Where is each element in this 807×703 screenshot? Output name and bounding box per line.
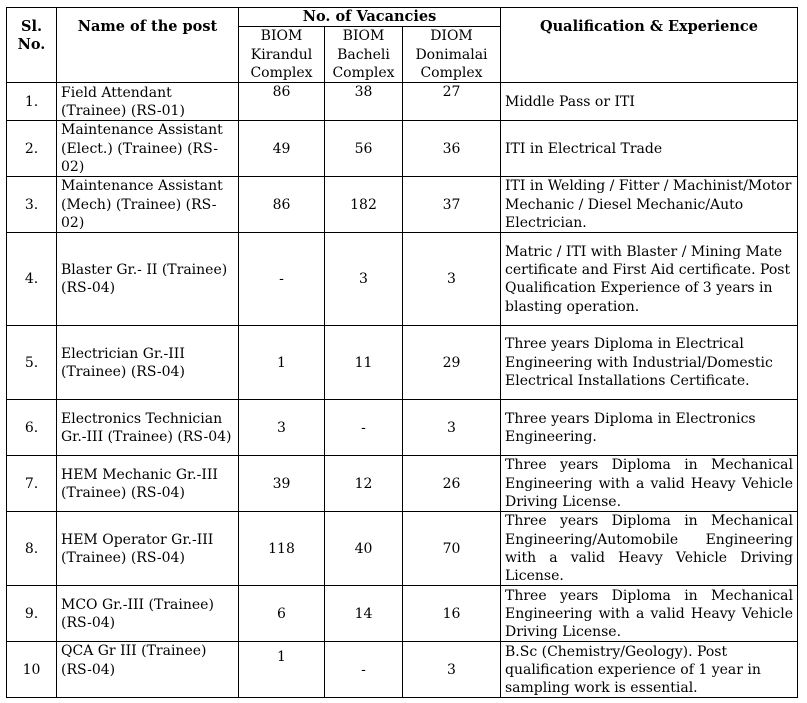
bacheli-cell: 11	[325, 326, 403, 400]
post-name-header: Name of the post	[57, 8, 239, 83]
post-name-cell: Electronics Technician Gr.-III (Trainee) (RS-04)	[57, 400, 239, 456]
sl-no-cell: 5.	[7, 326, 57, 400]
kirandul-cell: 1	[239, 642, 325, 698]
kirandul-cell: 6	[239, 586, 325, 642]
kirandul-header: BIOM Kirandul Complex	[239, 27, 325, 83]
table-row	[7, 400, 798, 456]
post-name-cell: Maintenance Assistant (Elect.) (Trainee) (RS-02)	[57, 121, 239, 177]
kirandul-cell: 118	[239, 512, 325, 586]
post-name-cell: Field Attendant (Trainee) (RS-01)	[57, 83, 239, 121]
qualification-cell: Middle Pass or ITI	[501, 83, 798, 121]
bacheli-cell: 182	[325, 177, 403, 233]
donimalai-cell: 29	[403, 326, 501, 400]
sl-no-header: Sl. No.	[7, 8, 57, 83]
donimalai-cell: 26	[403, 456, 501, 512]
donimalai-cell: 27	[403, 83, 501, 121]
qualification-cell: ITI in Welding / Fitter / Machinist/Motor Mechanic / Diesel Mechanic/Auto Electrician.	[501, 177, 798, 233]
kirandul-cell: 86	[239, 177, 325, 233]
post-name-cell: HEM Mechanic Gr.-III (Trainee) (RS-04)	[57, 456, 239, 512]
sl-no-cell: 2.	[7, 121, 57, 177]
bacheli-cell: -	[325, 400, 403, 456]
donimalai-cell: 37	[403, 177, 501, 233]
post-name-cell: QCA Gr III (Trainee) (RS-04)	[57, 642, 239, 698]
kirandul-cell: 3	[239, 400, 325, 456]
post-name-cell: MCO Gr.-III (Trainee) (RS-04)	[57, 586, 239, 642]
table-row	[7, 83, 798, 121]
sl-no-cell: 7.	[7, 456, 57, 512]
qualification-cell: Matric / ITI with Blaster / Mining Mate certificate and First Aid certificate. Post Qualification Experience of 3 years in blasting operation.	[501, 233, 798, 326]
table-row	[7, 177, 798, 233]
qualification-cell: ITI in Electrical Trade	[501, 121, 798, 177]
kirandul-cell: 39	[239, 456, 325, 512]
table-row	[7, 326, 798, 400]
kirandul-cell: 1	[239, 326, 325, 400]
kirandul-cell: 49	[239, 121, 325, 177]
post-name-cell: Maintenance Assistant (Mech) (Trainee) (RS-02)	[57, 177, 239, 233]
kirandul-cell: -	[239, 233, 325, 326]
post-name-cell: HEM Operator Gr.-III (Trainee) (RS-04)	[57, 512, 239, 586]
sl-no-cell: 8.	[7, 512, 57, 586]
sl-no-cell: 4.	[7, 233, 57, 326]
table-row	[7, 586, 798, 642]
donimalai-cell: 3	[403, 400, 501, 456]
sl-no-cell: 6.	[7, 400, 57, 456]
post-name-cell: Electrician Gr.-III (Trainee) (RS-04)	[57, 326, 239, 400]
sl-no-cell: 9.	[7, 586, 57, 642]
qualification-cell: Three years Diploma in Mechanical Engineering with a valid Heavy Vehicle Driving License.	[501, 456, 798, 512]
qualification-cell: Three years Diploma in Mechanical Engineering/Automobile Engineering with a valid Heavy Vehicle Driving License.	[501, 512, 798, 586]
post-name-cell: Blaster Gr.- II (Trainee) (RS-04)	[57, 233, 239, 326]
vacancy-table	[6, 7, 798, 698]
table-row	[7, 512, 798, 586]
bacheli-cell: -	[325, 642, 403, 698]
bacheli-cell: 38	[325, 83, 403, 121]
bacheli-cell: 56	[325, 121, 403, 177]
sl-no-cell: 10	[7, 642, 57, 698]
qualification-header: Qualification & Experience	[501, 8, 798, 83]
sl-no-cell: 3.	[7, 177, 57, 233]
kirandul-cell: 86	[239, 83, 325, 121]
donimalai-cell: 3	[403, 233, 501, 326]
bacheli-cell: 40	[325, 512, 403, 586]
qualification-cell: Three years Diploma in Electronics Engineering.	[501, 400, 798, 456]
table-row	[7, 121, 798, 177]
table-row	[7, 456, 798, 512]
bacheli-cell: 12	[325, 456, 403, 512]
donimalai-header: DIOM Donimalai Complex	[403, 27, 501, 83]
sl-no-cell: 1.	[7, 83, 57, 121]
bacheli-cell: 3	[325, 233, 403, 326]
table-row	[7, 642, 798, 698]
donimalai-cell: 3	[403, 642, 501, 698]
donimalai-cell: 70	[403, 512, 501, 586]
donimalai-cell: 36	[403, 121, 501, 177]
qualification-cell: Three years Diploma in Electrical Engineering with Industrial/Domestic Electrical Installations Certificate.	[501, 326, 798, 400]
qualification-cell: Three years Diploma in Mechanical Engineering with a valid Heavy Vehicle Driving License.	[501, 586, 798, 642]
vacancies-header: No. of Vacancies	[239, 8, 501, 27]
table-row	[7, 233, 798, 326]
bacheli-cell: 14	[325, 586, 403, 642]
qualification-cell: B.Sc (Chemistry/Geology). Post qualification experience of 1 year in sampling work is essential.	[501, 642, 798, 698]
donimalai-cell: 16	[403, 586, 501, 642]
bacheli-header: BIOM Bacheli Complex	[325, 27, 403, 83]
